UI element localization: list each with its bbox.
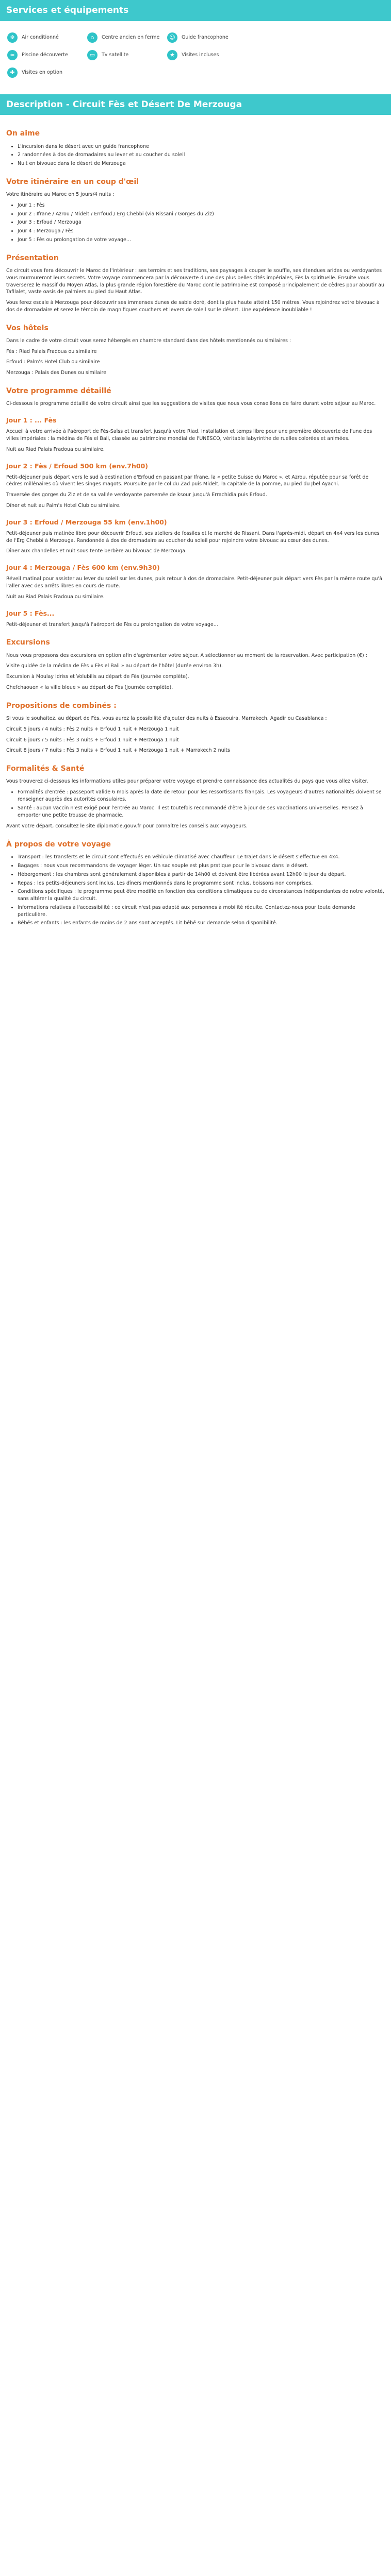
- section-heading-combined: Propositions de combinés :: [6, 701, 117, 710]
- paragraph: Visite guidée de la médina de Fès « Fès el Bali » au départ de l'hôtel (durée environ 3h).: [6, 663, 223, 669]
- description-title: Description - Circuit Fès et Désert De Merzouga: [6, 99, 242, 110]
- pool-icon: ≈: [7, 50, 18, 60]
- list-item: • 2 randonnées à dos de dromadaires au lever et au coucher du soleil: [18, 151, 385, 159]
- combo-item: Circuit 6 jours / 5 nuits : Fès 3 nuits + Erfoud 1 nuit + Merzouga 1 nuit: [6, 737, 179, 743]
- list-item: • Jour 2 : Ifrane / Azrou / Midelt / Errfoud / Erg Chebbi (via Rissani / Gorges du Ziz): [18, 211, 385, 218]
- service-item: [87, 32, 167, 43]
- hotel-item: Fès : Riad Palais Fradoua ou similaire: [6, 348, 97, 354]
- description-banner: [0, 94, 391, 115]
- section-heading-aime: On aime: [6, 129, 40, 138]
- list-item: • Bébés et enfants : les enfants de moins de 2 ans sont acceptés. Lit bébé sur demande selon disponibilité.: [18, 920, 385, 927]
- description-content: [0, 115, 391, 941]
- itinerary-list: [6, 202, 385, 244]
- service-item: [7, 50, 87, 60]
- day-heading: Jour 1 : ... Fès: [6, 416, 57, 425]
- service-item: [167, 32, 247, 43]
- list-item: • Jour 3 : Erfoud / Merzouga: [18, 219, 385, 226]
- service-label: Air conditionné: [22, 34, 59, 40]
- paragraph: Ce circuit vous fera découvrir le Maroc de l'intérieur : ses terroirs et ses traditions, ses paysages à couper le souffle, ses étendues arides ou verdoyantes vous murmureront leurs secrets. Votre voyage commencera par la découverte d'une des plus belles cités impériales, Fès la spirituelle. Ensuite vous traverserez le massif du Moyen Atlas, la plus grande région forestière du Maroc dont le patrimoine est composé principalement de cèdres pour aboutir au Tafilalet, vaste oasis de palmiers au pied du Haut Atlas.: [6, 268, 384, 295]
- list-item: • L'incursion dans le désert avec un guide francophone: [18, 143, 385, 150]
- list-item: • Formalités d'entrée : passeport valide 6 mois après la date de retour pour les ressortissants français. Les voyageurs d'autres nationalités doivent se renseigner auprès des autorités consulaires.: [18, 789, 385, 803]
- tv-icon: ▭: [87, 50, 97, 60]
- hotel-item: Erfoud : Palm's Hotel Club ou similaire: [6, 359, 100, 365]
- combo-item: Circuit 5 jours / 4 nuits : Fès 2 nuits + Erfoud 1 nuit + Merzouga 1 nuit: [6, 726, 179, 732]
- paragraph: Si vous le souhaitez, au départ de Fès, vous aurez la possibilité d'ajouter des nuits à Essaouira, Marrakech, Agadir ou Casablanca :: [6, 716, 327, 722]
- service-label: Piscine découverte: [22, 52, 68, 58]
- about-list: [6, 854, 385, 927]
- section-heading-excursions: Excursions: [6, 638, 50, 647]
- services-grid: [0, 24, 334, 87]
- day-heading: Jour 5 : Fès...: [6, 609, 55, 617]
- service-label: Visites en option: [22, 69, 62, 75]
- snowflake-icon: ❄: [7, 32, 18, 43]
- services-title: Services et équipements: [6, 5, 129, 15]
- paragraph: Excursion à Moulay Idriss et Volubilis au départ de Fès (journée complète).: [6, 674, 189, 680]
- paragraph: Petit-déjeuner puis matinée libre pour découvrir Erfoud, ses ateliers de fossiles et le marché de Rissani. Dans l'après-midi, départ en 4x4 vers les dunes de l'Erg Chebbi à Merzouga. Randonnée à dos de dromadaire au coucher du soleil pour rejoindre votre bivouac au cœur des dunes.: [6, 530, 380, 544]
- paragraph: Nuit au Riad Palais Fradoua ou similaire.: [6, 594, 105, 600]
- guide-icon: ☺: [167, 32, 177, 43]
- service-item-empty: [247, 32, 327, 43]
- paragraph: Vous trouverez ci-dessous les informations utiles pour préparer votre voyage et prendre connaissance des actualités du pays que vous allez visiter.: [6, 778, 368, 785]
- service-item: [87, 50, 167, 60]
- list-item: • Repas : les petits-déjeuners sont inclus. Les dîners mentionnés dans le programme sont inclus, boissons non comprises.: [18, 880, 385, 887]
- list-item: • Conditions spécifiques : le programme peut être modifié en fonction des conditions climatiques ou de circonstances indépendantes de notre volonté, sans altérer la qualité du circuit.: [18, 888, 385, 903]
- list-item: • Nuit en bivouac dans le désert de Merzouga: [18, 160, 385, 167]
- service-item: [7, 32, 87, 43]
- paragraph: Nous vous proposons des excursions en option afin d'agrémenter votre séjour. A sélectionner au moment de la réservation. Avec participation (€) :: [6, 652, 367, 658]
- paragraph: Chefchaouen « la ville bleue » au départ de Fès (journée complète).: [6, 685, 173, 691]
- paragraph: Traversée des gorges du Ziz et de sa vallée verdoyante parsemée de ksour jusqu'à Errachidia puis Erfoud.: [6, 492, 267, 498]
- list-item: • Informations relatives à l'accessibilité : ce circuit n'est pas adapté aux personnes à mobilité réduite. Contactez-nous pour toute demande particulière.: [18, 904, 385, 919]
- list-item: • Hébergement : les chambres sont généralement disponibles à partir de 14h00 et doivent être libérées avant 12h00 le jour du départ.: [18, 871, 385, 878]
- day-heading: Jour 3 : Erfoud / Merzouga 55 km (env.1h00): [6, 518, 167, 526]
- house-icon: ⌂: [87, 32, 97, 43]
- service-item: [7, 67, 87, 78]
- service-label: Guide francophone: [182, 34, 229, 40]
- service-label: Visites incluses: [182, 52, 219, 58]
- list-item: • Transport : les transferts et le circuit sont effectués en véhicule climatisé avec chauffeur. Le trajet dans le désert s'effectue en 4x4.: [18, 854, 385, 861]
- program-intro: Ci-dessous le programme détaillé de votre circuit ainsi que les suggestions de visites que nous vous conseillons de faire durant votre séjour au Maroc.: [6, 401, 376, 407]
- section-heading-hotels: Vos hôtels: [6, 324, 48, 332]
- itinerary-intro: Votre itinéraire au Maroc en 5 jours/4 nuits :: [6, 192, 115, 198]
- day-heading: Jour 4 : Merzouga / Fès 600 km (env.9h30): [6, 564, 160, 572]
- paragraph: Petit-déjeuner puis départ vers le sud à destination d'Erfoud en passant par Ifrane, la « petite Suisse du Maroc », et Azrou, réputée pour sa forêt de cèdres millénaires où vivent les singes magots. Poursuite par le col du Zad puis Midelt, la capitale de la pomme, au pied du Jbel Ayachi.: [6, 474, 369, 487]
- paragraph: Réveil matinal pour assister au lever du soleil sur les dunes, puis retour à dos de dromadaire. Petit-déjeuner puis départ vers Fès par la même route qu'à l'aller avec des arrêts libres en cours de route.: [6, 576, 382, 589]
- section-heading-program: Votre programme détaillé: [6, 387, 111, 396]
- aime-list: [6, 143, 385, 167]
- paragraph: Avant votre départ, consultez le site diplomatie.gouv.fr pour connaître les conseils aux voyageurs.: [6, 823, 248, 829]
- hotel-item: Merzouga : Palais des Dunes ou similaire: [6, 370, 107, 376]
- combo-item: Circuit 8 jours / 7 nuits : Fès 3 nuits + Erfoud 1 nuit + Merzouga 1 nuit + Marrakech 2 nuits: [6, 748, 230, 754]
- section-heading-about: À propos de votre voyage: [6, 840, 111, 849]
- list-item: • Jour 4 : Merzouga / Fès: [18, 228, 385, 235]
- list-item: • Santé : aucun vaccin n'est exigé pour l'entrée au Maroc. Il est toutefois recommandé d'être à jour de ses vaccinations universelles. Pensez à emporter une petite trousse de pharmacie.: [18, 805, 385, 819]
- service-item: [167, 50, 247, 60]
- star-icon: ★: [167, 50, 177, 60]
- section-heading-itinerary: Votre itinéraire en un coup d'œil: [6, 177, 139, 186]
- paragraph: Vous ferez escale à Merzouga pour découvrir ses immenses dunes de sable doré, dont la plus haute atteint 150 mètres. Vous rejoindrez votre bivouac à dos de dromadaire et serez le témoin de magnifiques couchers et levers de soleil sur le désert. Une expérience inoubliable !: [6, 300, 380, 313]
- list-item: • Jour 5 : Fès ou prolongation de votre voyage...: [18, 236, 385, 244]
- paragraph: Petit-déjeuner et transfert jusqu'à l'aéroport de Fès ou prolongation de votre voyage...: [6, 621, 218, 628]
- paragraph: Dîner et nuit au Palm's Hotel Club ou similaire.: [6, 502, 121, 509]
- section-heading-presentation: Présentation: [6, 253, 59, 262]
- service-label: Tv satellite: [102, 52, 129, 58]
- hotels-intro: Dans le cadre de votre circuit vous serez hébergés en chambre standard dans des hôtels mentionnés ou similaires :: [6, 337, 291, 344]
- paragraph: Nuit au Riad Palais Fradoua ou similaire.: [6, 446, 105, 452]
- list-item: • Jour 1 : Fès: [18, 202, 385, 209]
- list-item: • Bagages : nous vous recommandons de voyager léger. Un sac souple est plus pratique pour le bivouac dans le désert.: [18, 862, 385, 870]
- service-item-empty: [247, 50, 327, 60]
- formalities-list: [6, 789, 385, 819]
- day-heading: Jour 2 : Fès / Erfoud 500 km (env.7h00): [6, 462, 149, 470]
- service-label: Centre ancien en ferme: [102, 34, 160, 40]
- plus-icon: ✚: [7, 67, 18, 78]
- paragraph: Accueil à votre arrivée à l'aéroport de Fès-Saïss et transfert jusqu'à votre Riad. Installation et temps libre pour une première découverte de l'une des villes impériales : la médina de Fès el Bali, classée au patrimoine mondial de l'UNESCO, véritable labyrinthe de ruelles colorées et animées.: [6, 429, 372, 442]
- services-banner: [0, 0, 391, 21]
- section-heading-formalities: Formalités & Santé: [6, 765, 85, 773]
- paragraph: Dîner aux chandelles et nuit sous tente berbère au bivouac de Merzouga.: [6, 548, 187, 554]
